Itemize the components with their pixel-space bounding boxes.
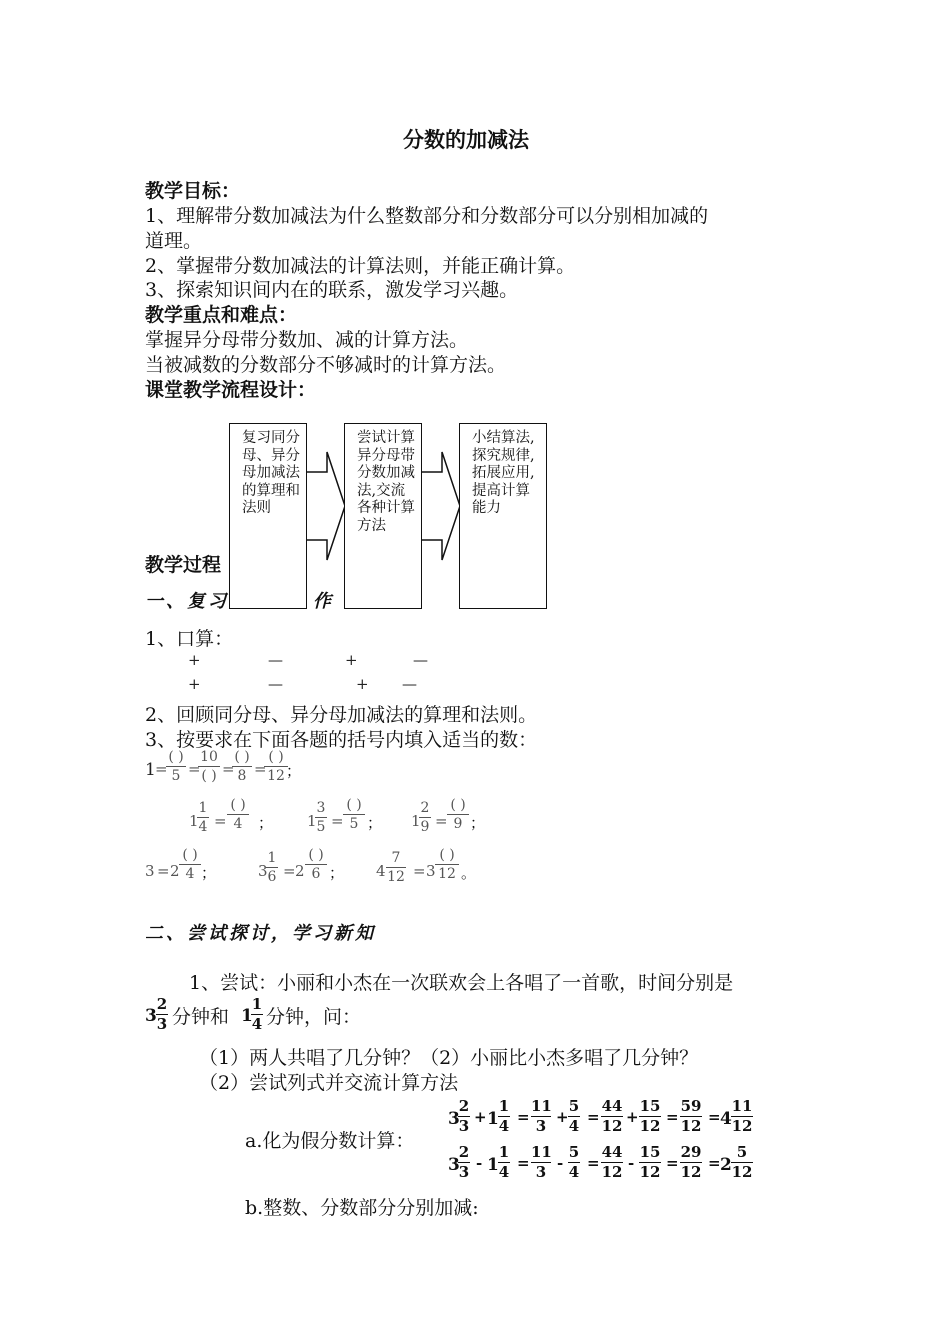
oral-op: —	[413, 651, 428, 669]
numerator: 11	[531, 1143, 552, 1161]
whole-number: 1	[411, 812, 421, 830]
denominator: 3	[458, 1117, 470, 1135]
denominator: 9	[453, 816, 463, 832]
numerator: 44	[601, 1143, 623, 1161]
denominator: 6	[311, 866, 321, 882]
whole-number: 3	[426, 862, 436, 880]
section1-heading-partial: 一、复习	[145, 591, 229, 612]
flow-heading: 课堂教学流程设计：	[145, 379, 317, 401]
numerator: 59	[680, 1097, 702, 1115]
equals-sign: =	[708, 1154, 721, 1172]
denominator: 4	[498, 1117, 510, 1135]
denominator: 3	[535, 1117, 547, 1135]
fraction	[435, 847, 459, 882]
fraction	[264, 749, 288, 784]
text-one: 1	[145, 760, 156, 780]
fraction	[639, 1144, 661, 1181]
whole-number: 3	[145, 1006, 157, 1026]
goal-1-line2: 道理。	[145, 230, 203, 252]
text-minutes-and: 分钟和	[172, 1006, 230, 1028]
numerator: 2	[156, 995, 168, 1013]
try-line-1: 1、尝试：小丽和小杰在一次联欢会上各唱了一首歌，时间分别是	[189, 972, 734, 994]
fraction	[531, 1144, 551, 1181]
fraction	[447, 797, 469, 832]
denominator: 12	[680, 1163, 702, 1181]
numerator: 1	[498, 1143, 510, 1161]
goals-heading: 教学目标：	[145, 180, 241, 202]
flow-box-summary-text: 小结算法,探究规律,拓展应用,提高计算能力	[472, 430, 535, 516]
whole-number: 2	[295, 862, 305, 880]
numerator-blank: ( )	[268, 749, 284, 765]
fraction	[305, 847, 327, 882]
denominator: 12	[267, 768, 285, 784]
whole-number: 1	[241, 1006, 253, 1026]
fraction	[568, 1098, 580, 1135]
numerator: 2	[420, 800, 430, 816]
denominator: 12	[387, 869, 405, 885]
numerator: 1	[251, 995, 263, 1013]
numerator: 1	[198, 800, 208, 816]
denominator: 12	[601, 1117, 623, 1135]
whole-number: 1	[307, 812, 317, 830]
equals-sign: =	[435, 812, 448, 830]
denominator: 5	[316, 819, 326, 835]
whole-number: 2	[720, 1155, 732, 1175]
equals-sign: =	[666, 1108, 679, 1126]
plus-sign: +	[626, 1108, 639, 1126]
flow-box-summary	[459, 423, 547, 609]
equals-sign: =	[708, 1108, 721, 1126]
fraction	[166, 749, 186, 784]
oral-op: —	[268, 675, 283, 693]
keypoints-heading: 教学重点和难点：	[145, 304, 298, 326]
fraction	[232, 749, 252, 784]
page-title: 分数的加减法	[403, 128, 529, 152]
fraction	[458, 1144, 470, 1181]
numerator: 2	[458, 1143, 470, 1161]
question-2: （2）尝试列式并交流计算方法	[199, 1072, 459, 1094]
method-b-label: b.整数、分数部分分别加减:	[245, 1197, 479, 1219]
oral-op: +	[188, 651, 201, 669]
review-item-3: 3、按要求在下面各题的括号内填入适当的数：	[145, 729, 538, 751]
fraction	[601, 1098, 623, 1135]
denominator: 4	[251, 1015, 263, 1033]
fraction	[251, 996, 263, 1033]
numerator: 5	[736, 1143, 748, 1161]
flow-box-try	[344, 423, 422, 609]
period: 。	[461, 864, 477, 882]
numerator-blank: ( )	[230, 797, 246, 813]
whole-number: 1	[487, 1155, 499, 1175]
keypoint-1: 掌握异分母带分数加、减的计算方法。	[145, 329, 469, 351]
numerator: 11	[731, 1097, 753, 1115]
denominator: 4	[568, 1163, 580, 1181]
numerator-blank: ( )	[439, 847, 455, 863]
numerator-blank: ( )	[450, 797, 466, 813]
flow-arrow-2	[420, 452, 460, 560]
denominator: 5	[349, 816, 359, 832]
minus-sign: -	[557, 1154, 564, 1172]
plus-sign: +	[556, 1108, 569, 1126]
fraction	[156, 996, 168, 1033]
numerator: 10	[200, 749, 218, 765]
minus-sign: -	[476, 1154, 483, 1172]
section1-heading-partial-b: 作	[313, 591, 334, 612]
review-item-2: 2、回顾同分母、异分母加减法的算理和法则。	[145, 704, 538, 726]
fraction	[680, 1098, 702, 1135]
fraction	[197, 800, 209, 835]
numerator: 15	[639, 1143, 661, 1161]
denominator: 12	[601, 1163, 623, 1181]
goal-1-line1: 1、理解带分数加减法为什么整数部分和分数部分可以分别相加减的	[145, 205, 709, 227]
fraction	[601, 1144, 623, 1181]
section2-heading: 二、尝试探讨，学习新知	[145, 923, 376, 944]
denominator: 5	[171, 768, 181, 784]
denominator: 4	[498, 1163, 510, 1181]
flow-box-review	[229, 423, 307, 609]
minus-sign: -	[628, 1154, 635, 1172]
whole-number-4: 4	[720, 1109, 732, 1129]
fraction	[315, 800, 327, 835]
denominator: 12	[639, 1117, 661, 1135]
fraction	[498, 1098, 510, 1135]
numerator: 5	[568, 1097, 580, 1115]
numerator: 1	[498, 1097, 510, 1115]
whole-number: 3	[258, 862, 268, 880]
whole-number: 4	[376, 862, 386, 880]
numerator: 44	[601, 1097, 623, 1115]
fraction	[498, 1144, 510, 1181]
whole-number: 3	[448, 1109, 460, 1129]
fraction	[343, 797, 365, 832]
denominator: 8	[237, 768, 247, 784]
semicolon: ；	[470, 814, 486, 832]
numerator: 11	[531, 1097, 552, 1115]
denominator: 12	[731, 1163, 753, 1181]
goal-2: 2、掌握带分数加减法的计算法则，并能正确计算。	[145, 255, 576, 277]
equals-sign: =	[587, 1154, 600, 1172]
equals-sign: =	[222, 760, 235, 778]
semicolon: ；	[286, 762, 302, 780]
equals-sign: =	[666, 1154, 679, 1172]
equals-sign: =	[517, 1108, 530, 1126]
semicolon: ；	[201, 864, 217, 882]
numerator-blank: ( )	[346, 797, 362, 813]
plus-sign: +	[474, 1108, 487, 1126]
oral-op: +	[356, 675, 369, 693]
numerator: 29	[680, 1143, 702, 1161]
whole-number: 1	[189, 812, 199, 830]
whole-number: 1	[487, 1109, 499, 1129]
equals-sign: =	[331, 812, 344, 830]
denominator-blank: ( )	[201, 768, 217, 784]
equals-sign: =	[413, 862, 426, 880]
fraction	[419, 800, 431, 835]
numerator: 2	[458, 1097, 470, 1115]
semicolon: ；	[329, 864, 345, 882]
denominator: 12	[680, 1117, 702, 1135]
oral-op: +	[345, 651, 358, 669]
fraction	[731, 1098, 753, 1135]
fraction	[266, 850, 278, 885]
equals-sign: =	[157, 862, 170, 880]
whole-number: 3	[145, 862, 155, 880]
fraction	[731, 1144, 753, 1181]
denominator: 3	[156, 1015, 168, 1033]
denominator: 12	[438, 866, 456, 882]
denominator: 4	[568, 1117, 580, 1135]
semicolon: ；	[367, 814, 383, 832]
numerator-blank: ( )	[234, 749, 250, 765]
equals-sign: =	[155, 760, 168, 778]
text-minutes-ask: 分钟，问：	[266, 1006, 362, 1028]
process-heading: 教学过程	[145, 554, 222, 576]
fraction	[568, 1144, 580, 1181]
denominator: 4	[233, 816, 243, 832]
fraction	[680, 1144, 702, 1181]
equals-sign: =	[517, 1154, 530, 1172]
flow-box-review-text: 复习同分母、异分母加减法的算理和法则	[242, 430, 300, 516]
oral-op: —	[402, 675, 417, 693]
numerator-blank: ( )	[182, 847, 198, 863]
fraction	[458, 1098, 470, 1135]
numerator: 15	[639, 1097, 661, 1115]
numerator-blank: ( )	[308, 847, 324, 863]
numerator: 1	[267, 850, 277, 866]
question-line: （1）两人共唱了几分钟？（2）小丽比小杰多唱了几分钟？	[199, 1047, 699, 1069]
fraction	[227, 797, 249, 832]
denominator: 6	[267, 869, 277, 885]
semicolon: ；	[258, 814, 274, 832]
denominator: 9	[420, 819, 430, 835]
whole-number: 2	[170, 862, 180, 880]
fraction	[639, 1098, 661, 1135]
equals-sign: =	[188, 760, 201, 778]
equals-sign: =	[214, 812, 227, 830]
goal-3: 3、探索知识间内在的联系，激发学习兴趣。	[145, 279, 519, 301]
fraction	[386, 850, 406, 885]
equals-sign: =	[254, 760, 267, 778]
denominator: 3	[458, 1163, 470, 1181]
denominator: 3	[535, 1163, 547, 1181]
numerator: 5	[568, 1143, 580, 1161]
oral-op: +	[188, 675, 201, 693]
oral-op: —	[268, 651, 283, 669]
equals-sign: =	[587, 1108, 600, 1126]
numerator-blank: ( )	[168, 749, 184, 765]
flow-box-try-text: 尝试计算异分母带分数加减法,交流各种计算方法	[357, 430, 415, 534]
numerator: 7	[391, 850, 401, 866]
fraction	[198, 749, 220, 784]
fraction	[531, 1098, 551, 1135]
whole-number: 3	[448, 1155, 460, 1175]
flow-arrow-1	[305, 452, 345, 560]
denominator: 12	[639, 1163, 661, 1181]
numerator: 3	[316, 800, 326, 816]
keypoint-2: 当被减数的分数部分不够减时的计算方法。	[145, 354, 507, 376]
denominator: 12	[731, 1117, 753, 1135]
method-a-label: a.化为假分数计算：	[245, 1130, 415, 1152]
denominator: 4	[185, 866, 195, 882]
equals-sign: =	[283, 862, 296, 880]
oral-calc-label: 1、口算：	[145, 628, 234, 650]
denominator: 4	[198, 819, 208, 835]
fraction	[179, 847, 201, 882]
